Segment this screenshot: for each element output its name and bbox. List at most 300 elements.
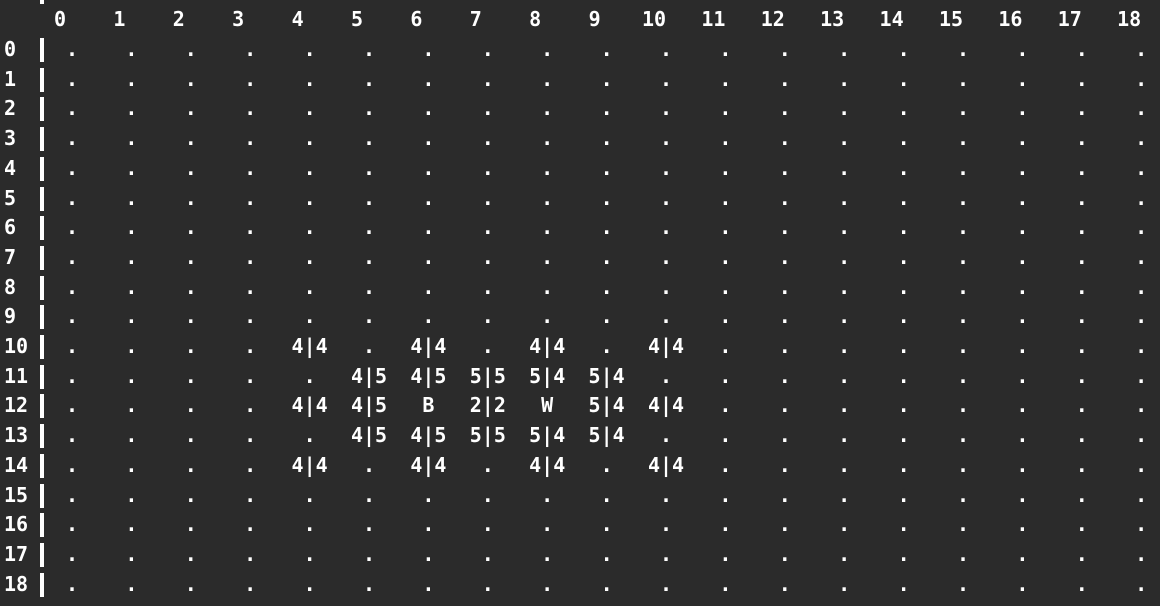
board-cell-3-5[interactable]: . [362,126,376,151]
board-cell-4-5[interactable]: . [362,155,376,180]
board-cell-14-14[interactable]: . [897,452,910,477]
board-cell-2-2[interactable]: . [184,96,197,121]
board-cell-11-7[interactable]: 5|5 [469,363,506,388]
board-cell-12-3[interactable]: . [244,393,257,418]
board-cell-12-2[interactable]: . [184,393,197,418]
board-cell-18-16[interactable]: . [1016,571,1029,596]
board-cell-15-9[interactable]: . [600,482,613,507]
board-cell-6-15[interactable]: . [956,215,970,240]
board-cell-13-9[interactable]: 5|4 [588,423,625,448]
board-cell-18-12[interactable]: . [778,571,791,596]
board-cell-2-4[interactable]: . [303,96,316,121]
board-cell-7-5[interactable]: . [362,244,376,269]
board-cell-0-18[interactable]: . [1135,37,1148,61]
board-cell-6-14[interactable]: . [897,215,910,240]
board-cell-1-18[interactable]: . [1135,66,1148,91]
board-cell-0-9[interactable]: . [600,37,613,61]
board-cell-5-6[interactable]: . [422,185,435,210]
board-cell-5-17[interactable]: . [1075,185,1088,210]
board-cell-15-7[interactable]: . [481,482,494,507]
board-cell-2-0[interactable]: . [65,96,79,121]
board-cell-13-7[interactable]: 5|5 [469,423,506,448]
board-cell-4-12[interactable]: . [778,155,791,180]
board-cell-3-12[interactable]: . [778,126,791,151]
board-cell-11-8[interactable]: 5|4 [529,363,566,388]
board-cell-1-15[interactable]: . [956,66,970,91]
board-cell-0-4[interactable]: . [303,37,316,61]
board-cell-18-11[interactable]: . [719,571,732,596]
board-cell-16-9[interactable]: . [600,512,613,537]
board-cell-9-12[interactable]: . [778,304,791,329]
board-cell-6-0[interactable]: . [65,215,79,240]
board-cell-5-0[interactable]: . [65,185,79,210]
board-cell-5-3[interactable]: . [244,185,257,210]
board-cell-12-15[interactable]: . [956,393,970,418]
board-cell-1-10[interactable]: . [659,66,673,91]
board-cell-0-8[interactable]: . [541,37,554,61]
board-cell-16-17[interactable]: . [1075,512,1088,537]
board-cell-5-11[interactable]: . [719,185,732,210]
board-cell-0-0[interactable]: . [65,37,79,61]
board-cell-14-9[interactable]: . [600,452,613,477]
board-cell-11-12[interactable]: . [778,363,791,388]
board-cell-16-5[interactable]: . [362,512,376,537]
board-cell-4-13[interactable]: . [838,155,851,180]
board-cell-10-0[interactable]: . [65,334,79,358]
board-cell-12-13[interactable]: . [838,393,851,418]
board-cell-0-7[interactable]: . [481,37,494,61]
board-cell-17-16[interactable]: . [1016,541,1029,566]
board-cell-2-7[interactable]: . [481,96,494,121]
board-cell-3-18[interactable]: . [1135,126,1148,151]
board-cell-0-6[interactable]: . [422,37,435,61]
board-cell-7-3[interactable]: . [244,244,257,269]
board-cell-16-12[interactable]: . [778,512,791,537]
board-cell-0-3[interactable]: . [244,37,257,61]
board-cell-13-5[interactable]: 4|5 [350,423,388,448]
board-cell-18-0[interactable]: . [65,571,79,596]
board-cell-3-3[interactable]: . [244,126,257,151]
board-cell-17-3[interactable]: . [244,541,257,566]
board-cell-13-4[interactable]: . [303,423,316,448]
board-cell-13-14[interactable]: . [897,423,910,448]
board-cell-3-10[interactable]: . [659,126,673,151]
board-cell-8-9[interactable]: . [600,274,613,299]
board-cell-15-6[interactable]: . [422,482,435,507]
board-cell-2-5[interactable]: . [362,96,376,121]
board-cell-9-11[interactable]: . [719,304,732,329]
board-cell-15-4[interactable]: . [303,482,316,507]
board-cell-6-1[interactable]: . [125,215,138,240]
board-cell-11-14[interactable]: . [897,363,910,388]
board-cell-6-9[interactable]: . [600,215,613,240]
board-cell-6-2[interactable]: . [184,215,197,240]
board-cell-5-9[interactable]: . [600,185,613,210]
board-cell-2-11[interactable]: . [719,96,732,121]
board-cell-17-2[interactable]: . [184,541,197,566]
board-cell-16-13[interactable]: . [838,512,851,537]
board-cell-3-8[interactable]: . [541,126,554,151]
board-cell-3-13[interactable]: . [838,126,851,151]
board-cell-0-5[interactable]: . [362,37,376,61]
board-cell-15-15[interactable]: . [956,482,970,507]
board-cell-16-4[interactable]: . [303,512,316,537]
board-cell-11-1[interactable]: . [125,363,138,388]
board-cell-13-17[interactable]: . [1075,423,1088,448]
board-cell-15-11[interactable]: . [719,482,732,507]
board-cell-6-16[interactable]: . [1016,215,1029,240]
board-cell-5-1[interactable]: . [125,185,138,210]
board-cell-7-11[interactable]: . [719,244,732,269]
board-cell-1-11[interactable]: . [719,66,732,91]
board-cell-14-2[interactable]: . [184,452,197,477]
board-cell-17-0[interactable]: . [65,541,79,566]
board-cell-0-12[interactable]: . [778,37,791,61]
board-cell-8-12[interactable]: . [778,274,791,299]
board-cell-0-15[interactable]: . [956,37,970,61]
board-cell-16-6[interactable]: . [422,512,435,537]
board-cell-2-9[interactable]: . [600,96,613,121]
board-cell-13-3[interactable]: . [244,423,257,448]
board-cell-13-11[interactable]: . [719,423,732,448]
board-cell-0-10[interactable]: . [659,37,673,61]
board-cell-16-14[interactable]: . [897,512,910,537]
board-cell-4-7[interactable]: . [481,155,494,180]
board-cell-2-13[interactable]: . [838,96,851,121]
board-cell-16-2[interactable]: . [184,512,197,537]
board-cell-4-2[interactable]: . [184,155,197,180]
board-cell-8-1[interactable]: . [125,274,138,299]
board-cell-14-15[interactable]: . [956,452,970,477]
board-cell-15-16[interactable]: . [1016,482,1029,507]
board-cell-17-11[interactable]: . [719,541,732,566]
board-cell-9-16[interactable]: . [1016,304,1029,329]
board-cell-18-15[interactable]: . [956,571,970,596]
board-cell-8-15[interactable]: . [956,274,970,299]
board-cell-6-3[interactable]: . [244,215,257,240]
board-cell-10-11[interactable]: . [719,334,732,358]
board-cell-15-17[interactable]: . [1075,482,1088,507]
board-cell-3-7[interactable]: . [481,126,494,151]
board-cell-9-17[interactable]: . [1075,304,1088,329]
board-cell-8-4[interactable]: . [303,274,316,299]
board-cell-7-9[interactable]: . [600,244,613,269]
board-cell-9-13[interactable]: . [838,304,851,329]
board-cell-3-6[interactable]: . [422,126,435,151]
board-cell-10-3[interactable]: . [244,334,257,358]
board-cell-7-12[interactable]: . [778,244,791,269]
board-cell-11-10[interactable]: . [659,363,673,388]
board-cell-1-14[interactable]: . [897,66,910,91]
board-cell-14-3[interactable]: . [244,452,257,477]
board-cell-4-1[interactable]: . [125,155,138,180]
board-cell-8-17[interactable]: . [1075,274,1088,299]
board-cell-16-18[interactable]: . [1135,512,1148,537]
board-cell-9-14[interactable]: . [897,304,910,329]
board-cell-10-16[interactable]: . [1016,334,1029,358]
board-cell-5-8[interactable]: . [541,185,554,210]
board-cell-14-1[interactable]: . [125,452,138,477]
board-cell-8-6[interactable]: . [422,274,435,299]
board-cell-11-17[interactable]: . [1075,363,1088,388]
board-cell-15-3[interactable]: . [244,482,257,507]
board-cell-0-11[interactable]: . [719,37,732,61]
board-cell-17-7[interactable]: . [481,541,494,566]
board-cell-10-7[interactable]: . [481,334,494,358]
board-cell-3-4[interactable]: . [303,126,316,151]
board-cell-9-1[interactable]: . [125,304,138,329]
board-cell-11-4[interactable]: . [303,363,316,388]
board-cell-0-16[interactable]: . [1016,37,1029,61]
board-cell-7-1[interactable]: . [125,244,138,269]
board-cell-16-11[interactable]: . [719,512,732,537]
board-cell-7-10[interactable]: . [659,244,673,269]
board-cell-5-14[interactable]: . [897,185,910,210]
board-cell-1-3[interactable]: . [244,66,257,91]
board-cell-12-10[interactable]: 4|4 [647,393,685,418]
board-cell-10-17[interactable]: . [1075,334,1088,358]
board-cell-13-18[interactable]: . [1135,423,1148,448]
board-cell-18-13[interactable]: . [838,571,851,596]
board-cell-15-8[interactable]: . [541,482,554,507]
board-cell-2-18[interactable]: . [1135,96,1148,121]
board-cell-5-12[interactable]: . [778,185,791,210]
board-cell-2-3[interactable]: . [244,96,257,121]
board-cell-7-14[interactable]: . [897,244,910,269]
board-cell-4-8[interactable]: . [541,155,554,180]
board-cell-8-10[interactable]: . [659,274,673,299]
board-cell-12-1[interactable]: . [125,393,138,418]
board-cell-9-9[interactable]: . [600,304,613,329]
board-cell-1-9[interactable]: . [600,66,613,91]
board-cell-7-8[interactable]: . [541,244,554,269]
board-cell-3-14[interactable]: . [897,126,910,151]
board-cell-9-15[interactable]: . [956,304,970,329]
board-cell-15-18[interactable]: . [1135,482,1148,507]
board-cell-14-18[interactable]: . [1135,452,1148,477]
board-cell-2-8[interactable]: . [541,96,554,121]
board-cell-15-2[interactable]: . [184,482,197,507]
board-cell-18-2[interactable]: . [184,571,197,596]
board-cell-4-14[interactable]: . [897,155,910,180]
board-cell-11-16[interactable]: . [1016,363,1029,388]
board-cell-9-8[interactable]: . [541,304,554,329]
board-cell-14-7[interactable]: . [481,452,494,477]
board-cell-12-7[interactable]: 2|2 [469,393,506,418]
board-cell-7-13[interactable]: . [838,244,851,269]
board-cell-4-11[interactable]: . [719,155,732,180]
board-cell-15-0[interactable]: . [65,482,79,507]
board-cell-1-13[interactable]: . [838,66,851,91]
board-cell-17-13[interactable]: . [838,541,851,566]
board-cell-11-18[interactable]: . [1135,363,1148,388]
board-cell-7-16[interactable]: . [1016,244,1029,269]
board-cell-16-1[interactable]: . [125,512,138,537]
board-cell-18-3[interactable]: . [244,571,257,596]
board-cell-11-0[interactable]: . [65,363,79,388]
board-cell-8-16[interactable]: . [1016,274,1029,299]
board-cell-10-12[interactable]: . [778,334,791,358]
board-cell-15-10[interactable]: . [659,482,673,507]
board-cell-17-10[interactable]: . [659,541,673,566]
board-cell-4-17[interactable]: . [1075,155,1088,180]
board-cell-1-17[interactable]: . [1075,66,1088,91]
board-cell-14-0[interactable]: . [65,452,79,477]
board-cell-18-17[interactable]: . [1075,571,1088,596]
board-cell-10-6[interactable]: 4|4 [410,334,447,358]
board-cell-12-4[interactable]: 4|4 [291,393,328,418]
board-cell-2-17[interactable]: . [1075,96,1088,121]
board-cell-14-8[interactable]: 4|4 [529,452,566,477]
board-cell-7-6[interactable]: . [422,244,435,269]
board-cell-16-8[interactable]: . [541,512,554,537]
board-cell-1-4[interactable]: . [303,66,316,91]
board-cell-6-11[interactable]: . [719,215,732,240]
board-cell-18-9[interactable]: . [600,571,613,596]
board-cell-9-6[interactable]: . [422,304,435,329]
board-cell-12-18[interactable]: . [1135,393,1148,418]
board-cell-14-6[interactable]: 4|4 [410,452,447,477]
board-cell-5-4[interactable]: . [303,185,316,210]
board-cell-8-18[interactable]: . [1135,274,1148,299]
board-cell-13-0[interactable]: . [65,423,79,448]
board-cell-17-14[interactable]: . [897,541,910,566]
board-cell-1-1[interactable]: . [125,66,138,91]
board-cell-11-13[interactable]: . [838,363,851,388]
board-cell-6-12[interactable]: . [778,215,791,240]
board-cell-6-13[interactable]: . [838,215,851,240]
board-cell-16-15[interactable]: . [956,512,970,537]
board-cell-18-4[interactable]: . [303,571,316,596]
board-cell-13-12[interactable]: . [778,423,791,448]
board-cell-12-17[interactable]: . [1075,393,1088,418]
board-cell-17-1[interactable]: . [125,541,138,566]
board-cell-6-10[interactable]: . [659,215,673,240]
board-cell-17-15[interactable]: . [956,541,970,566]
board-cell-9-10[interactable]: . [659,304,673,329]
board-cell-11-6[interactable]: 4|5 [410,363,447,388]
board-cell-6-5[interactable]: . [362,215,376,240]
board-cell-8-0[interactable]: . [65,274,79,299]
board-cell-4-15[interactable]: . [956,155,970,180]
board-cell-14-16[interactable]: . [1016,452,1029,477]
board-cell-5-2[interactable]: . [184,185,197,210]
board-cell-10-15[interactable]: . [956,334,970,358]
board-cell-15-5[interactable]: . [362,482,376,507]
board-cell-12-8[interactable]: W [541,393,554,418]
board-cell-18-5[interactable]: . [362,571,376,596]
board-cell-10-2[interactable]: . [184,334,197,358]
board-cell-4-3[interactable]: . [244,155,257,180]
board-cell-13-10[interactable]: . [659,423,673,448]
board-cell-6-18[interactable]: . [1135,215,1148,240]
board-cell-18-1[interactable]: . [125,571,138,596]
board-cell-14-11[interactable]: . [719,452,732,477]
board-cell-13-6[interactable]: 4|5 [410,423,447,448]
board-cell-3-1[interactable]: . [125,126,138,151]
board-cell-9-0[interactable]: . [65,304,79,329]
board-cell-12-0[interactable]: . [65,393,79,418]
board-cell-4-4[interactable]: . [303,155,316,180]
board-cell-1-12[interactable]: . [778,66,791,91]
board-cell-1-8[interactable]: . [541,66,554,91]
board-cell-13-15[interactable]: . [956,423,970,448]
board-cell-8-14[interactable]: . [897,274,910,299]
board-cell-12-14[interactable]: . [897,393,910,418]
board-cell-18-8[interactable]: . [541,571,554,596]
board-cell-16-0[interactable]: . [65,512,79,537]
board-cell-17-5[interactable]: . [362,541,376,566]
board-cell-2-15[interactable]: . [956,96,970,121]
board-cell-7-15[interactable]: . [956,244,970,269]
board-cell-17-17[interactable]: . [1075,541,1088,566]
board-cell-8-11[interactable]: . [719,274,732,299]
board-cell-7-2[interactable]: . [184,244,197,269]
board-cell-2-14[interactable]: . [897,96,910,121]
board-cell-5-16[interactable]: . [1016,185,1029,210]
board-cell-17-6[interactable]: . [422,541,435,566]
board-cell-3-0[interactable]: . [65,126,79,151]
board-cell-3-15[interactable]: . [956,126,970,151]
board-cell-18-7[interactable]: . [481,571,494,596]
board-cell-7-18[interactable]: . [1135,244,1148,269]
board-cell-9-7[interactable]: . [481,304,494,329]
board-cell-6-4[interactable]: . [303,215,316,240]
board-cell-12-9[interactable]: 5|4 [588,393,625,418]
board-cell-3-17[interactable]: . [1075,126,1088,151]
board-cell-11-2[interactable]: . [184,363,197,388]
board-cell-3-9[interactable]: . [600,126,613,151]
board-cell-8-7[interactable]: . [481,274,494,299]
board-cell-18-14[interactable]: . [897,571,910,596]
board-cell-9-5[interactable]: . [362,304,376,329]
board-cell-10-14[interactable]: . [897,334,910,358]
board-cell-5-7[interactable]: . [481,185,494,210]
board-cell-18-6[interactable]: . [422,571,435,596]
board-cell-2-16[interactable]: . [1016,96,1029,121]
board-cell-1-5[interactable]: . [362,66,376,91]
board-cell-6-7[interactable]: . [481,215,494,240]
board-cell-17-4[interactable]: . [303,541,316,566]
board-cell-7-0[interactable]: . [65,244,79,269]
board-cell-16-10[interactable]: . [659,512,673,537]
board-cell-10-4[interactable]: 4|4 [291,334,328,358]
board-cell-8-13[interactable]: . [838,274,851,299]
board-cell-9-2[interactable]: . [184,304,197,329]
board-cell-13-8[interactable]: 5|4 [529,423,566,448]
board-cell-10-1[interactable]: . [125,334,138,358]
board-cell-7-4[interactable]: . [303,244,316,269]
board-cell-1-0[interactable]: . [65,66,79,91]
board-cell-5-15[interactable]: . [956,185,970,210]
board-cell-4-6[interactable]: . [422,155,435,180]
board-cell-12-11[interactable]: . [719,393,732,418]
board-cell-4-18[interactable]: . [1135,155,1148,180]
board-cell-11-3[interactable]: . [244,363,257,388]
board-cell-14-13[interactable]: . [838,452,851,477]
board-cell-4-16[interactable]: . [1016,155,1029,180]
board-cell-16-7[interactable]: . [481,512,494,537]
board-cell-13-13[interactable]: . [838,423,851,448]
board-cell-5-5[interactable]: . [362,185,376,210]
board-cell-10-8[interactable]: 4|4 [529,334,566,358]
board-cell-11-5[interactable]: 4|5 [350,363,388,388]
board-cell-8-2[interactable]: . [184,274,197,299]
board-cell-0-17[interactable]: . [1075,37,1088,61]
board-cell-15-12[interactable]: . [778,482,791,507]
board-cell-10-10[interactable]: 4|4 [647,334,685,358]
board-cell-2-12[interactable]: . [778,96,791,121]
